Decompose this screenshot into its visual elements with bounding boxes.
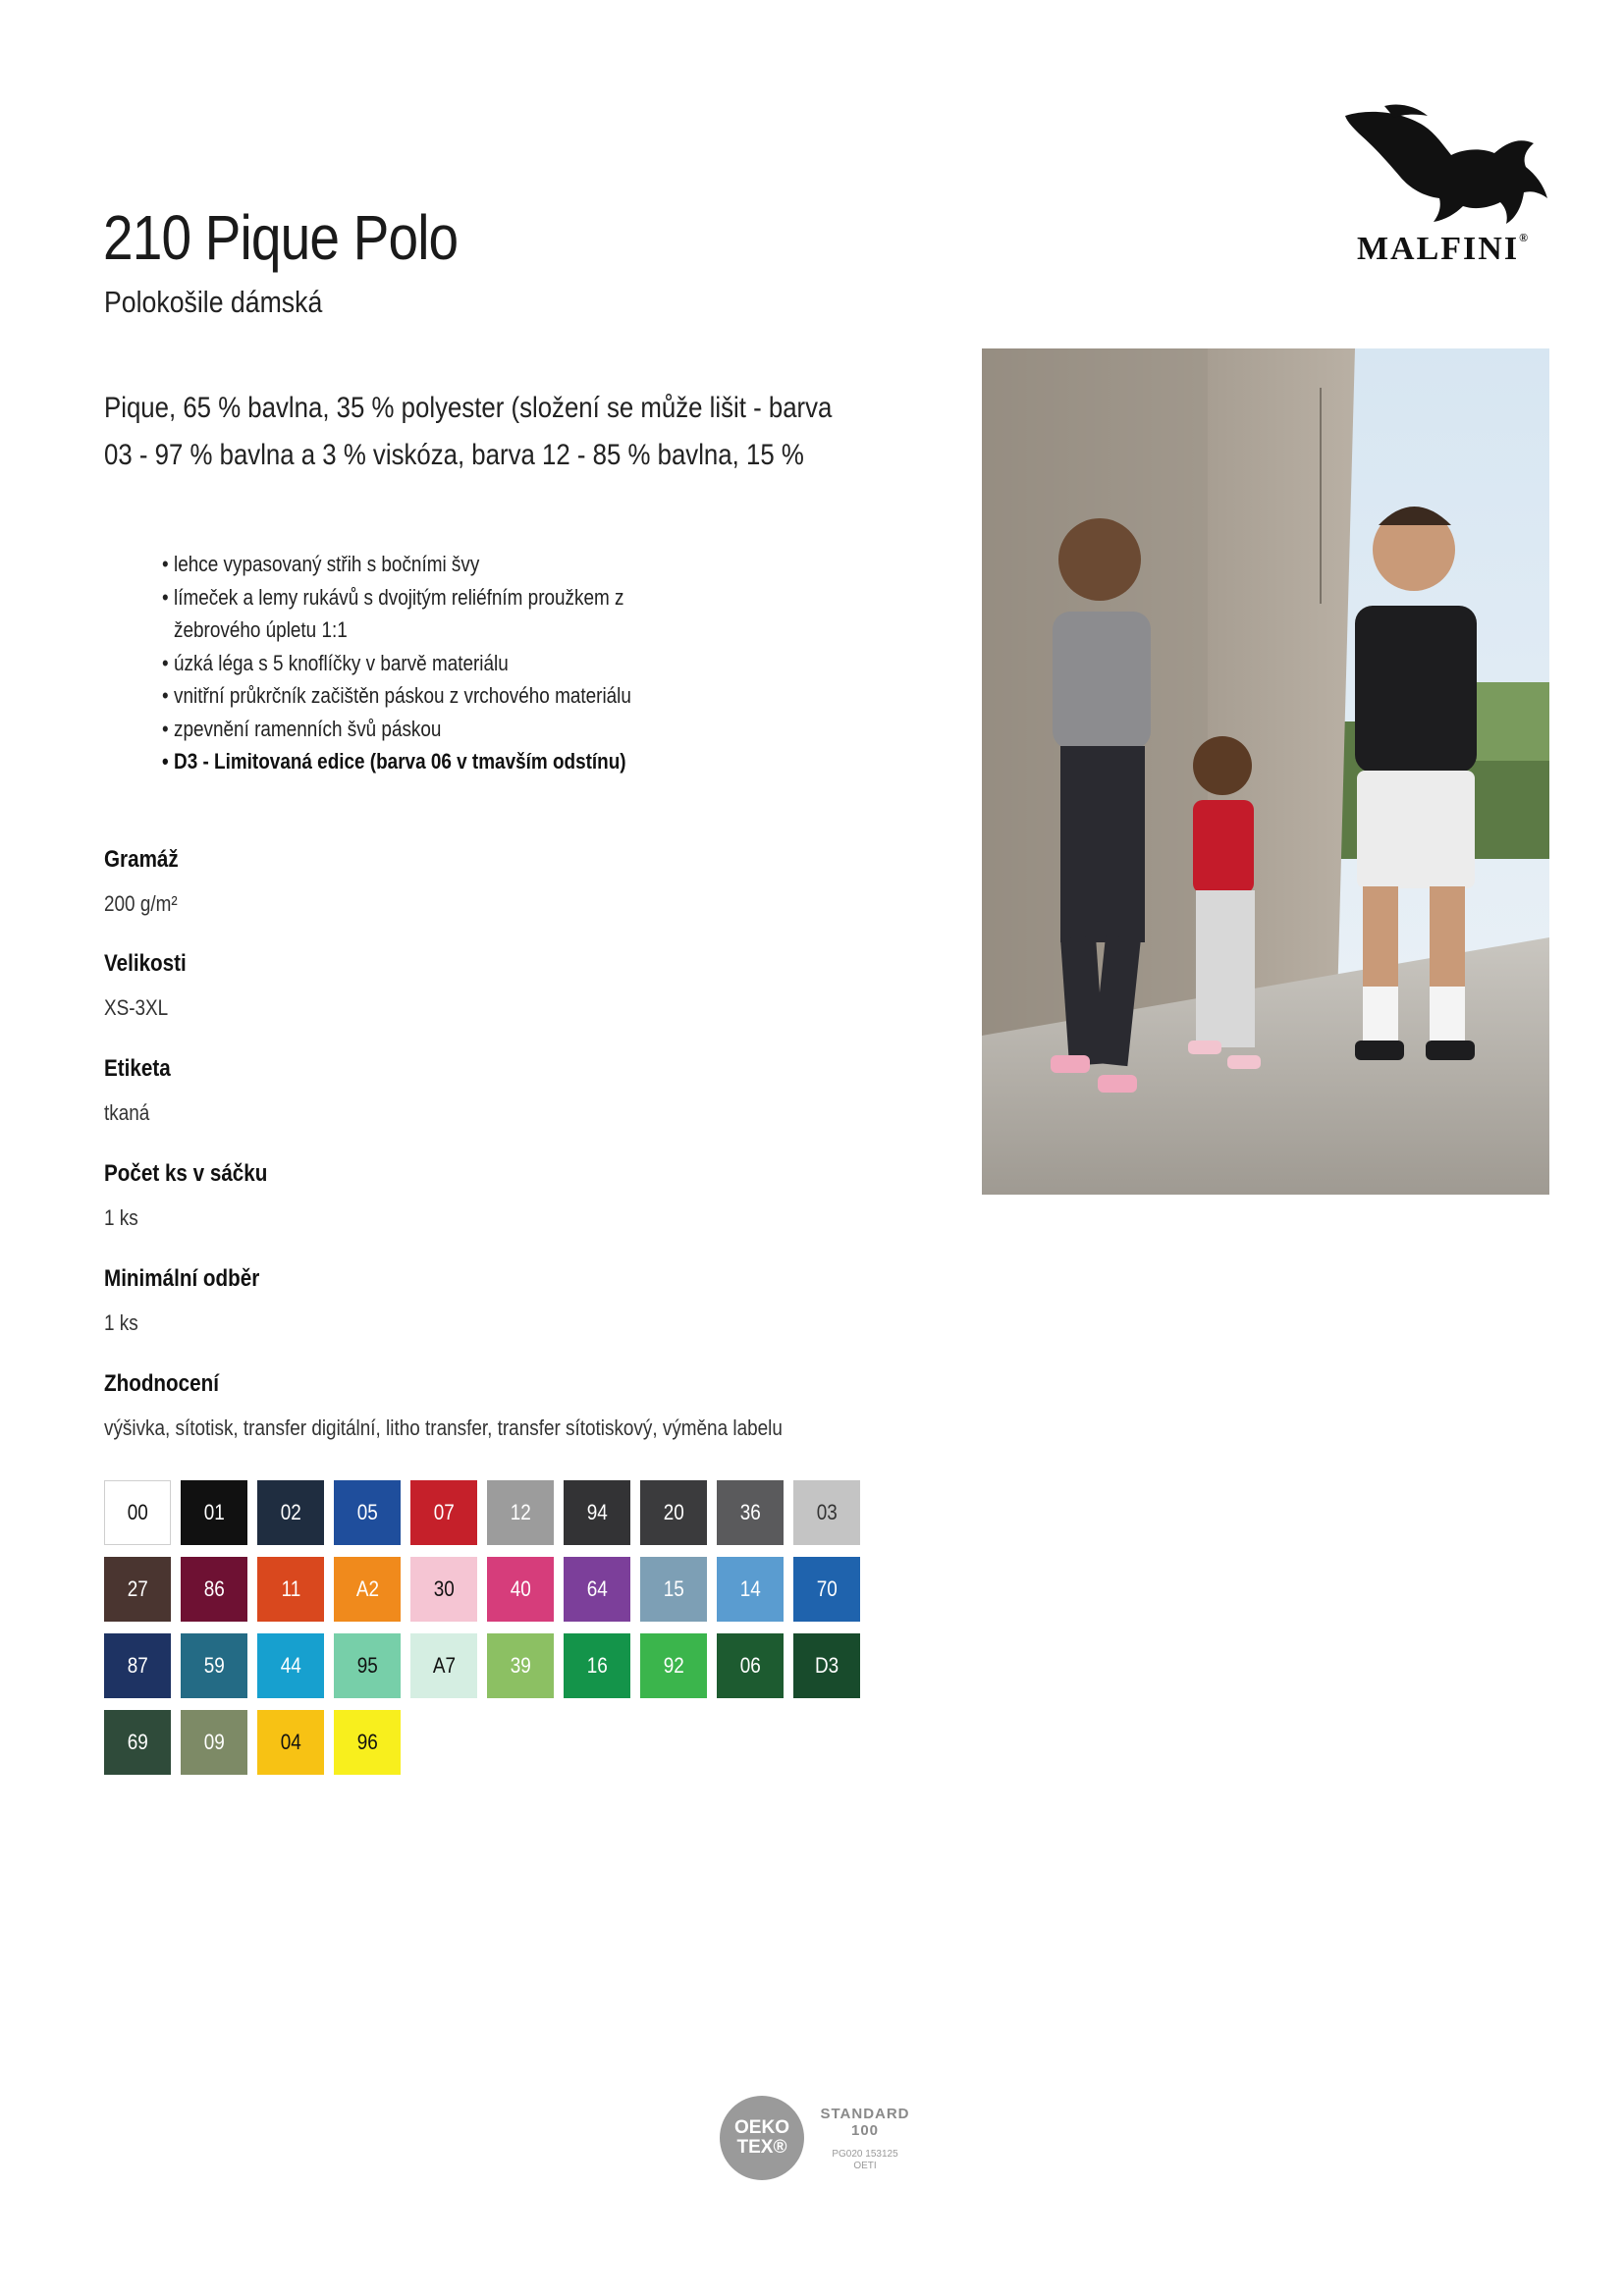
color-swatch-59 <box>181 1633 247 1698</box>
spec-finishing: Zhodnocení výšivka, sítotisk, transfer digitální, litho transfer, transfer sítotiskový, výměna labelu <box>104 1370 783 1440</box>
color-code-label: 69 <box>127 1730 148 1754</box>
color-swatch-16 <box>564 1633 630 1698</box>
spec-bag-count: Počet ks v sáčku 1 ks <box>104 1160 268 1230</box>
color-code-label: 40 <box>510 1576 531 1601</box>
color-code-label: 59 <box>203 1653 225 1678</box>
color-swatch-86 <box>181 1557 247 1622</box>
color-code-label: 94 <box>586 1500 608 1524</box>
color-swatch-11 <box>257 1557 324 1622</box>
color-swatch-96 <box>334 1710 401 1775</box>
color-swatch-02 <box>257 1480 324 1545</box>
color-swatch-d3 <box>793 1633 860 1698</box>
color-code-label: 07 <box>433 1500 455 1524</box>
color-code-label: 06 <box>739 1653 761 1678</box>
color-swatch-06 <box>717 1633 784 1698</box>
color-code-label: 12 <box>510 1500 531 1524</box>
color-swatch-03 <box>793 1480 860 1545</box>
color-code-label: 87 <box>127 1653 148 1678</box>
color-swatch-00 <box>104 1480 171 1545</box>
color-code-label: A2 <box>355 1576 379 1601</box>
spec-min-order: Minimální odběr 1 ks <box>104 1265 260 1335</box>
color-swatch-27 <box>104 1557 171 1622</box>
color-code-label: 30 <box>433 1576 455 1601</box>
oeko-tex-cert-code: PG020 153125 OETI <box>832 2149 898 2171</box>
color-swatch-69 <box>104 1710 171 1775</box>
feature-item-limited-edition: • D3 - Limitovaná edice (barva 06 v tmavším odstínu) <box>162 745 669 778</box>
color-code-label: 20 <box>663 1500 684 1524</box>
oeko-tex-certification <box>720 2094 916 2182</box>
color-swatch-14 <box>717 1557 784 1622</box>
color-swatch-92 <box>640 1633 707 1698</box>
registered-mark: ® <box>1519 231 1531 244</box>
color-code-label: 05 <box>356 1500 378 1524</box>
color-swatch-87 <box>104 1633 171 1698</box>
feature-item: • límeček a lemy rukávů s dvojitým reliéfním proužkem z žebrového úpletu 1:1 <box>162 581 669 647</box>
brand-logo <box>1326 98 1561 275</box>
product-photo <box>982 348 1549 1195</box>
bird-icon <box>1326 98 1561 236</box>
feature-item: • zpevnění ramenních švů páskou <box>162 713 669 746</box>
color-swatch-94 <box>564 1480 630 1545</box>
color-code-label: 64 <box>586 1576 608 1601</box>
color-swatch-a7 <box>410 1633 477 1698</box>
color-code-label: 36 <box>739 1500 761 1524</box>
feature-item: • úzká léga s 5 knoflíčky v barvě materiálu <box>162 647 669 680</box>
color-code-label: 00 <box>127 1500 148 1524</box>
color-code-label: 09 <box>203 1730 225 1754</box>
color-swatch-09 <box>181 1710 247 1775</box>
color-swatch-01 <box>181 1480 247 1545</box>
color-swatch-15 <box>640 1557 707 1622</box>
color-code-label: 95 <box>356 1653 378 1678</box>
color-code-label: 39 <box>510 1653 531 1678</box>
color-swatch-95 <box>334 1633 401 1698</box>
color-code-label: 16 <box>586 1653 608 1678</box>
color-code-label: 96 <box>356 1730 378 1754</box>
feature-list <box>162 548 669 778</box>
color-code-label: 86 <box>203 1576 225 1601</box>
color-swatch-a2 <box>334 1557 401 1622</box>
color-code-label: 92 <box>663 1653 684 1678</box>
oeko-tex-logo: OEKO TEX® <box>720 2096 804 2180</box>
color-code-label: 02 <box>280 1500 301 1524</box>
feature-item: • vnitřní průkrčník začištěn páskou z vrchového materiálu <box>162 679 669 713</box>
spec-sizes: Velikosti XS-3XL <box>104 950 187 1020</box>
brand-name: MALFINI <box>1356 231 1520 267</box>
color-code-label: 04 <box>280 1730 301 1754</box>
spec-weight: Gramáž 200 g/m² <box>104 846 179 916</box>
color-swatch-64 <box>564 1557 630 1622</box>
product-subtitle: Polokošile dámská <box>104 285 323 319</box>
color-swatch-07 <box>410 1480 477 1545</box>
color-swatch-36 <box>717 1480 784 1545</box>
color-code-label: 15 <box>663 1576 684 1601</box>
spec-label: Etiketa tkaná <box>104 1055 171 1125</box>
color-code-label: A7 <box>432 1653 456 1678</box>
color-code-label: 01 <box>203 1500 225 1524</box>
material-line: 03 - 97 % bavlna a 3 % viskóza, barva 12 - 85 % bavlna, 15 % <box>104 439 804 471</box>
color-code-label: 11 <box>281 1576 300 1601</box>
color-code-label: 44 <box>280 1653 301 1678</box>
product-title: 210 Pique Polo <box>103 202 459 273</box>
material-line: Pique, 65 % bavlna, 35 % polyester (složení se může lišit - barva <box>104 392 833 424</box>
color-swatch-70 <box>793 1557 860 1622</box>
color-swatch-39 <box>487 1633 554 1698</box>
oeko-tex-standard: STANDARD 100 <box>820 2106 910 2139</box>
lifestyle-photo <box>982 348 1549 1195</box>
feature-item: • lehce vypasovaný střih s bočními švy <box>162 548 669 581</box>
color-code-label: 27 <box>127 1576 148 1601</box>
color-swatch-20 <box>640 1480 707 1545</box>
color-swatch-04 <box>257 1710 324 1775</box>
color-swatch-44 <box>257 1633 324 1698</box>
color-code-label: 70 <box>816 1576 838 1601</box>
material-description <box>104 385 833 479</box>
color-code-label: 14 <box>739 1576 761 1601</box>
color-swatch-30 <box>410 1557 477 1622</box>
color-code-label: D3 <box>814 1653 839 1678</box>
color-swatch-05 <box>334 1480 401 1545</box>
color-swatch-12 <box>487 1480 554 1545</box>
color-swatch-40 <box>487 1557 554 1622</box>
color-code-label: 03 <box>816 1500 838 1524</box>
